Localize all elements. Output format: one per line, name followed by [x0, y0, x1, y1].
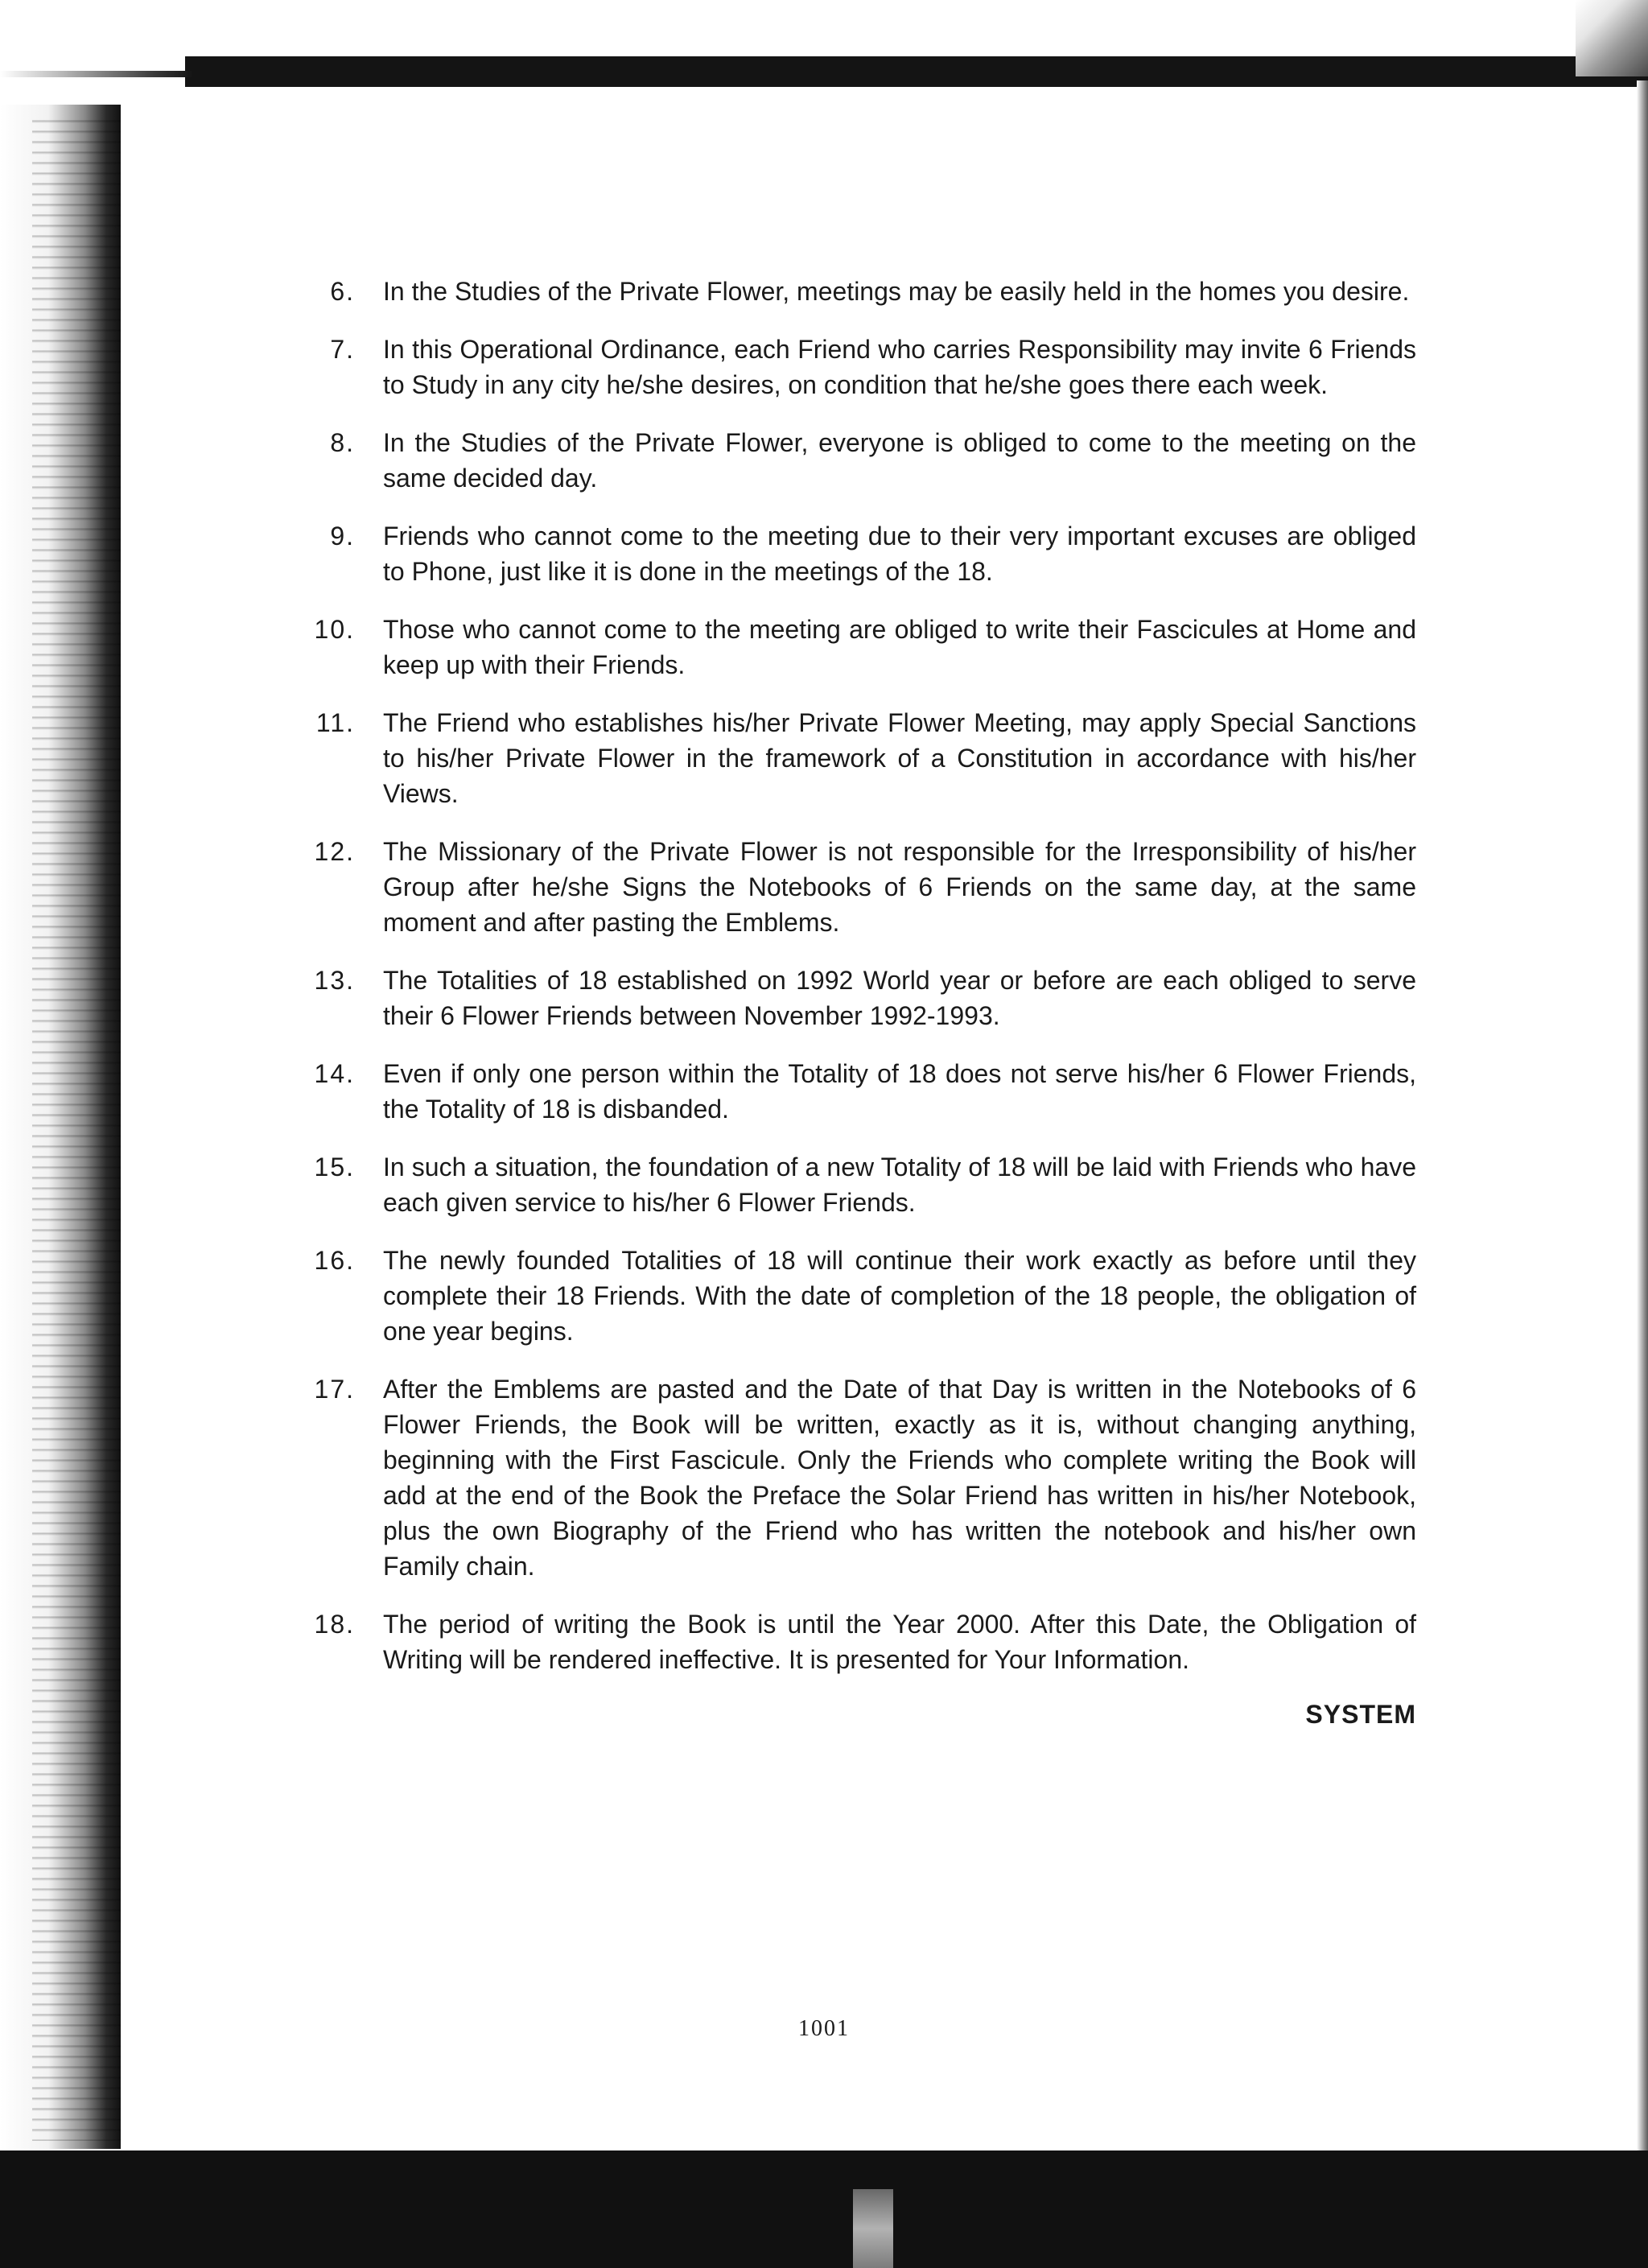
item-number: 12.: [314, 837, 355, 866]
item-number: 10.: [314, 615, 355, 644]
item-number: 7.: [330, 335, 355, 364]
signature: SYSTEM: [1305, 1700, 1416, 1729]
item-number: 17.: [314, 1375, 355, 1404]
item-text: Those who cannot come to the meeting are obliged to write their Fascicules at Home and keep up with their Friends.: [383, 615, 1416, 679]
list-item: [286, 834, 1416, 940]
item-number: 8.: [330, 428, 355, 457]
item-text: In such a situation, the foundation of a new Totality of 18 will be laid with Friends who have each given service to his/her 6 Flower Friends.: [383, 1153, 1416, 1217]
scan-binding-streaks: [32, 113, 121, 2141]
item-text: The Totalities of 18 established on 1992 World year or before are each obliged to serve their 6 Flower Friends between November 1992-1993.: [383, 966, 1416, 1030]
list-item: [286, 1056, 1416, 1127]
list-item: [286, 425, 1416, 496]
item-text: Friends who cannot come to the meeting due to their very important excuses are obliged to Phone, just like it is done in the meetings of the 18.: [383, 522, 1416, 586]
list-item: [286, 1606, 1416, 1677]
item-text: The period of writing the Book is until the Year 2000. After this Date, the Obligation of Writing will be rendered ineffective. It is presented for Your Information.: [383, 1610, 1416, 1674]
list-item: [286, 274, 1416, 309]
item-number: 13.: [314, 966, 355, 995]
item-text: Even if only one person within the Totality of 18 does not serve his/her 6 Flower Friends, the Totality of 18 is disbanded.: [383, 1059, 1416, 1124]
list-item: [286, 1149, 1416, 1220]
scan-right-edge: [1637, 80, 1648, 2173]
list-item: [286, 1371, 1416, 1584]
item-number: 16.: [314, 1246, 355, 1275]
item-number: 18.: [314, 1610, 355, 1639]
item-text: The Missionary of the Private Flower is not responsible for the Irresponsibility of his/her Group after he/she Signs the Notebooks of 6 Friends on the same day, at the same moment and after pasting the Emblems.: [383, 837, 1416, 937]
item-number: 15.: [314, 1153, 355, 1181]
item-text: The Friend who establishes his/her Private Flower Meeting, may apply Special Sanctions to his/her Private Flower in the framework of a Constitution in accordance with his/her Views.: [383, 708, 1416, 808]
scan-top-edge: [185, 56, 1648, 87]
numbered-list: [286, 274, 1416, 1677]
item-number: 11.: [315, 708, 355, 737]
item-number: 9.: [330, 522, 355, 551]
item-text: The newly founded Totalities of 18 will continue their work exactly as before until they complete their 18 Friends. With the date of completion of the 18 people, the obligation of one year begins.: [383, 1246, 1416, 1346]
item-text: In the Studies of the Private Flower, everyone is obliged to come to the meeting on the same decided day.: [383, 428, 1416, 493]
item-number: 6.: [330, 277, 355, 306]
page-number: 1001: [798, 2016, 850, 2041]
list-item: [286, 963, 1416, 1033]
item-number: 14.: [314, 1059, 355, 1088]
item-text: In this Operational Ordinance, each Friend who carries Responsibility may invite 6 Friends to Study in any city he/she desires, on condition that he/she goes there each week.: [383, 335, 1416, 399]
scan-corner-glare: [1576, 0, 1648, 76]
document-body: [286, 274, 1416, 1730]
scan-top-left-edge: [0, 71, 193, 77]
scan-bottom-edge: [0, 2150, 1648, 2268]
list-item: [286, 612, 1416, 682]
item-text: After the Emblems are pasted and the Date of that Day is written in the Notebooks of 6 Flower Friends, the Book will be written, exactly as it is, without changing anything, beginning with the First Fascicule. Only the Friends who complete writing the Book will add at the end of the Book the Preface the Solar Friend has written in his/her Notebook, plus the own Biography of the Friend who has written the notebook and his/her own Family chain.: [383, 1375, 1416, 1581]
list-item: [286, 705, 1416, 811]
scan-bottom-glare: [853, 2189, 893, 2268]
item-text: In the Studies of the Private Flower, meetings may be easily held in the homes you desire.: [383, 277, 1410, 306]
list-item: [286, 1243, 1416, 1349]
list-item: [286, 332, 1416, 402]
list-item: [286, 518, 1416, 589]
